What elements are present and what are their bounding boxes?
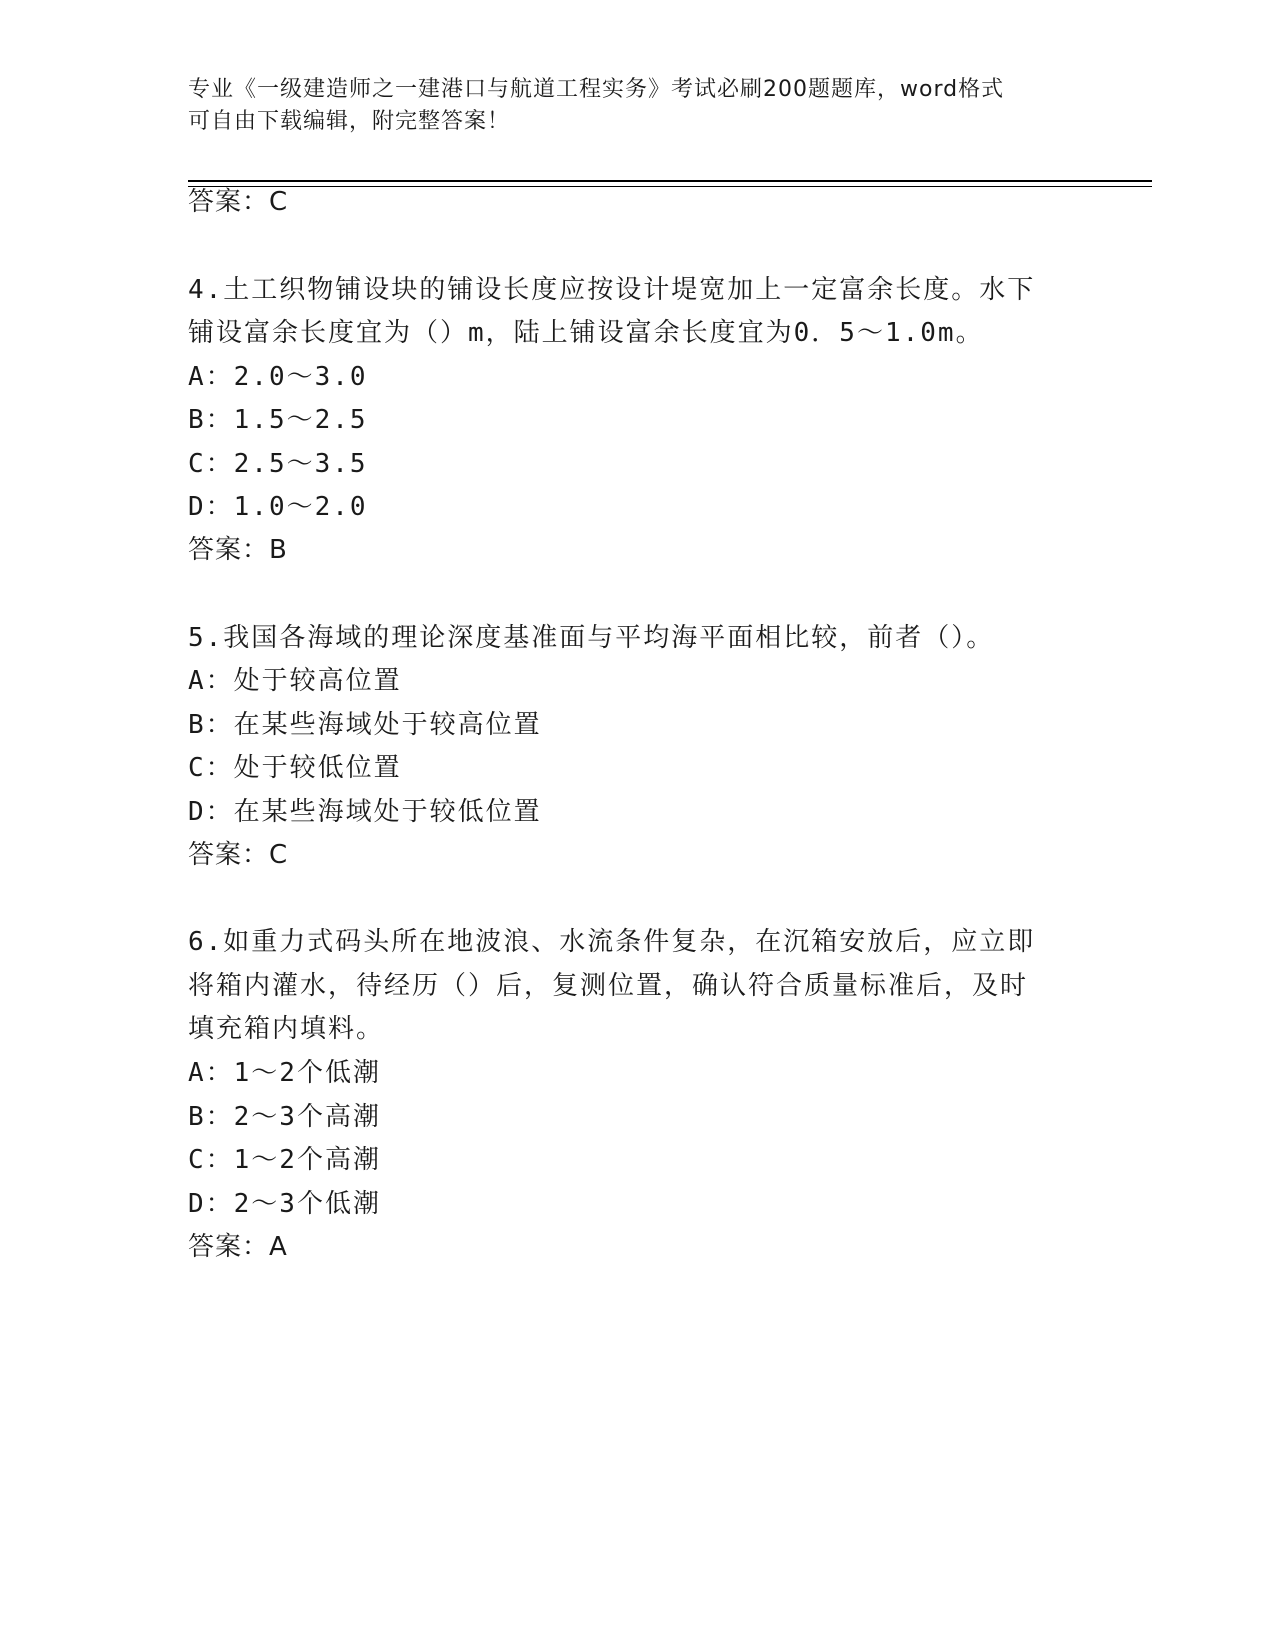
question-4-line-2: 铺设富余长度宜为（）m，陆上铺设富余长度宜为0．5～1.0m。: [188, 318, 984, 348]
question-6-line-3: 填充箱内填料。: [188, 1014, 385, 1044]
question-6-option-d: D：2～3个低潮: [188, 1189, 381, 1219]
header-line-1: 专业《一级建造师之一建港口与航道工程实务》考试必刷200题题库，word格式: [188, 77, 1005, 102]
header-divider-thick: [188, 180, 1152, 182]
question-4-option-a: A：2.0～3.0: [188, 362, 368, 392]
question-6-line-2: 将箱内灌水，待经历（）后，复测位置，确认符合质量标准后，及时: [188, 971, 1029, 1001]
question-4-line-1: 4.土工织物铺设块的铺设长度应按设计堤宽加上一定富余长度。水下: [188, 275, 1036, 305]
document-header: [188, 74, 1068, 138]
question-5-answer: 答案：C: [188, 840, 289, 870]
question-6-answer: 答案：A: [188, 1232, 288, 1262]
question-5-option-a: A：处于较高位置: [188, 666, 402, 696]
question-4-option-d: D：1.0～2.0: [188, 492, 368, 522]
question-6-option-b: B：2～3个高潮: [188, 1102, 381, 1132]
question-6-line-1: 6.如重力式码头所在地波浪、水流条件复杂，在沉箱安放后，应立即: [188, 927, 1036, 957]
header-divider-thin: [188, 186, 1152, 187]
question-5-line-1: 5.我国各海域的理论深度基准面与平均海平面相比较，前者（）。: [188, 623, 995, 653]
answer-label: 答案：C: [188, 187, 289, 217]
question-6-option-c: C：1～2个高潮: [188, 1145, 381, 1175]
question-5-option-b: B：在某些海域处于较高位置: [188, 710, 542, 740]
question-5-option-c: C：处于较低位置: [188, 753, 402, 783]
question-4-option-c: C：2.5～3.5: [188, 449, 368, 479]
header-line-2: 可自由下载编辑，附完整答案！: [188, 109, 511, 134]
question-5-option-d: D：在某些海域处于较低位置: [188, 797, 542, 827]
question-4-answer: 答案：B: [188, 535, 288, 565]
question-6-option-a: A：1～2个低潮: [188, 1058, 381, 1088]
question-4-option-b: B：1.5～2.5: [188, 405, 368, 435]
